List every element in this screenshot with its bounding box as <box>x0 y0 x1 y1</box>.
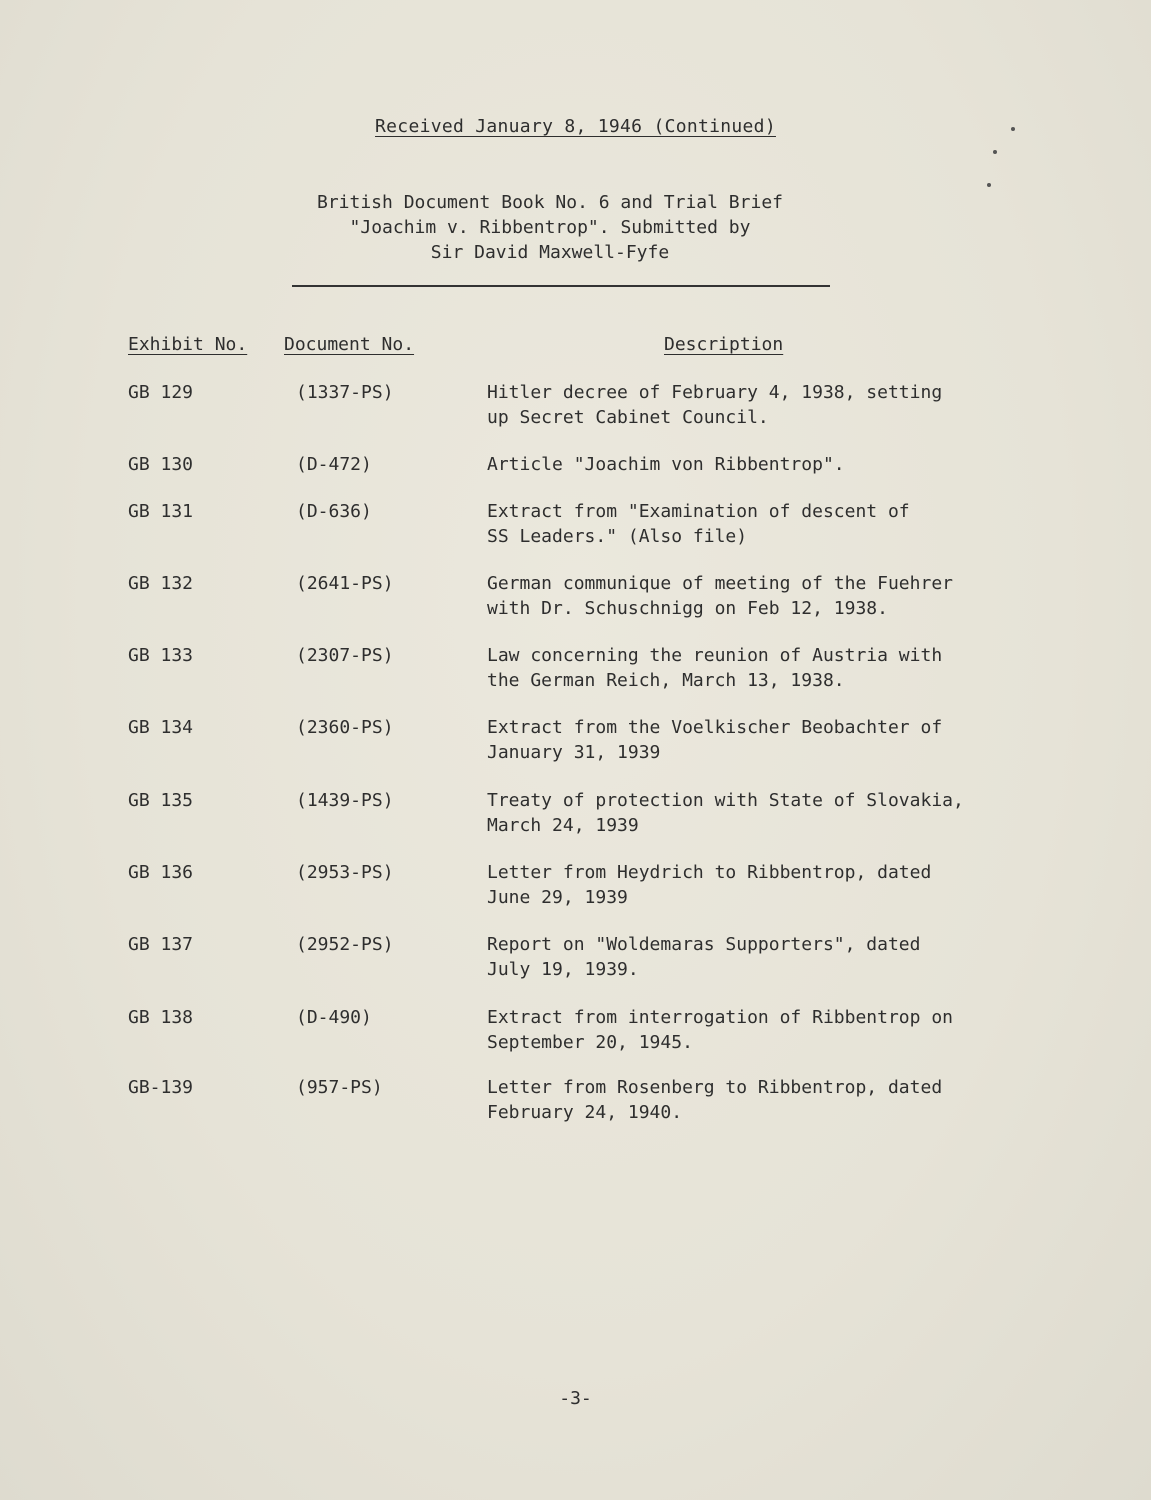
document-number: (2360-PS) <box>296 717 394 738</box>
subheading <box>0 190 1100 265</box>
description: Extract from interrogation of Ribbentrop on September 20, 1945. <box>487 1007 953 1053</box>
heading-text: Received January 8, 1946 (Continued) <box>375 116 776 137</box>
document-number: (1337-PS) <box>296 382 394 403</box>
paper-mark <box>993 150 997 154</box>
description: Law concerning the reunion of Austria with the German Reich, March 13, 1938. <box>487 645 943 691</box>
document-number: (957-PS) <box>296 1077 383 1098</box>
document-number: (1439-PS) <box>296 790 394 811</box>
exhibit-number: GB 132 <box>128 573 194 594</box>
page-number: -3- <box>559 1388 592 1409</box>
document-number: (D-636) <box>296 501 372 522</box>
exhibit-number: GB 138 <box>128 1007 194 1028</box>
subheading-line-2: "Joachim v. Ribbentrop". Submitted by <box>349 217 751 238</box>
subheading-line-1: British Document Book No. 6 and Trial Brief <box>317 192 783 213</box>
description: Letter from Rosenberg to Ribbentrop, dated February 24, 1940. <box>487 1077 943 1123</box>
exhibit-number: GB 130 <box>128 454 194 475</box>
description: Letter from Heydrich to Ribbentrop, dated June 29, 1939 <box>487 862 932 908</box>
exhibit-number: GB 136 <box>128 862 194 883</box>
exhibit-number: GB 133 <box>128 645 194 666</box>
divider-rule <box>292 285 830 287</box>
description: German communique of meeting of the Fuehrer with Dr. Schuschnigg on Feb 12, 1938. <box>487 573 953 619</box>
column-header-document: Document No. <box>284 334 415 355</box>
document-number: (D-472) <box>296 454 372 475</box>
exhibit-number: GB 135 <box>128 790 194 811</box>
document-number: (2641-PS) <box>296 573 394 594</box>
column-header-exhibit: Exhibit No. <box>128 334 248 355</box>
subheading-line-3: Sir David Maxwell-Fyfe <box>430 242 670 263</box>
document-number: (2307-PS) <box>296 645 394 666</box>
description: Extract from "Examination of descent of SS Leaders." (Also file) <box>487 501 910 547</box>
exhibit-number: GB 129 <box>128 382 194 403</box>
description: Extract from the Voelkischer Beobachter of January 31, 1939 <box>487 717 943 763</box>
paper-mark <box>987 183 991 187</box>
document-number: (2952-PS) <box>296 934 394 955</box>
exhibit-number: GB 137 <box>128 934 194 955</box>
description: Article "Joachim von Ribbentrop". <box>487 454 845 475</box>
column-header-description: Description <box>664 334 784 355</box>
exhibit-number: GB 134 <box>128 717 194 738</box>
exhibit-number: GB-139 <box>128 1077 194 1098</box>
paper-mark <box>1011 127 1015 131</box>
description: Treaty of protection with State of Slovakia, March 24, 1939 <box>487 790 964 836</box>
document-number: (D-490) <box>296 1007 372 1028</box>
exhibit-number: GB 131 <box>128 501 194 522</box>
description: Report on "Woldemaras Supporters", dated July 19, 1939. <box>487 934 921 980</box>
page-heading <box>0 116 1151 137</box>
document-number: (2953-PS) <box>296 862 394 883</box>
description: Hitler decree of February 4, 1938, setting up Secret Cabinet Council. <box>487 382 943 428</box>
